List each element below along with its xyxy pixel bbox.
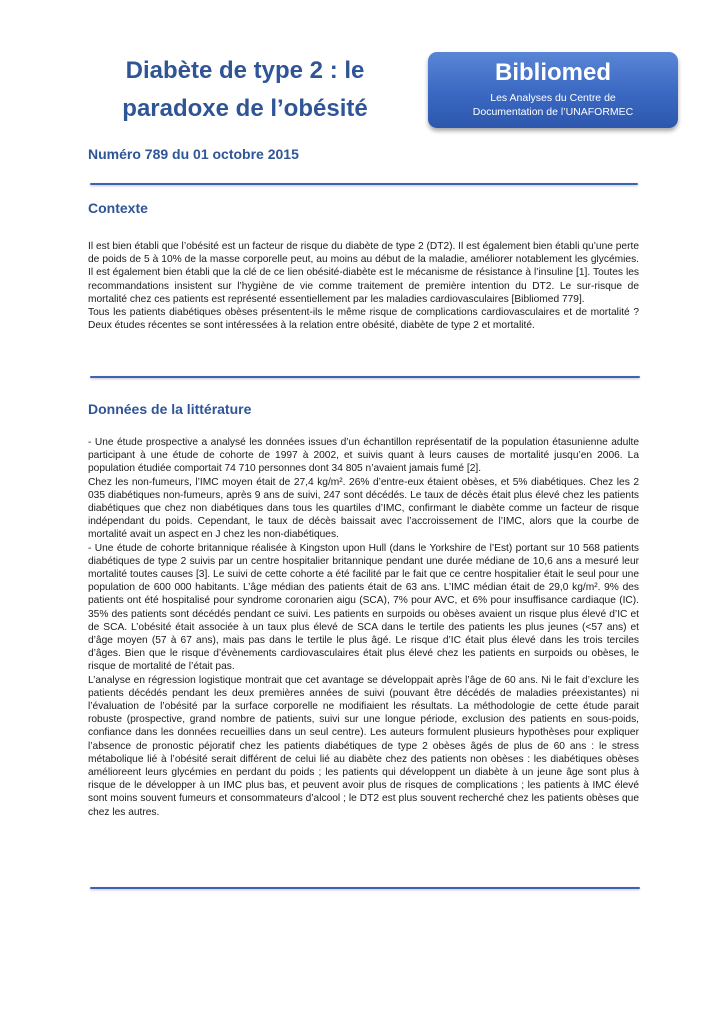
heading-litterature: Données de la littérature	[88, 401, 252, 417]
badge-subtitle	[428, 91, 678, 119]
paragraph: Il est bien établi que l’obésité est un facteur de risque du diabète de type 2 (DT2). Il est également bien établi qu’une perte de poids de 5 à 10% de la masse corporelle peut, au moins au début de la maladie, améliorer notablement les glycémies. Il est également bien établi que la clé de ce lien obésité-diabète est le mécanisme de résistance à l’insuline [1]. Toutes les recommandations insistent sur l’hygiène de vie comme traitement de première intention du DT2. Le sur-risque de mortalité chez ces patients est représenté essentiellement par les maladies cardiovasculaires [Bibliomed 779].	[88, 241, 639, 305]
paragraph: L’analyse en régression logistique montrait que cet avantage se développait après l’âge de 60 ans. Ni le fait d’exclure les patients décédés pendant les deux premières années de suivi (pouvant être décédés de maladies préexistantes) ni l’évaluation de l’obésité par la surface corporelle ne modifiaient les résultats. La méthodologie de cette étude parait robuste (prospective, grand nombre de patients, suivi sur une longue période, exclusion des patients en sous-poids, confiance dans les données recueillies dans un seul centre). Les auteurs formulent plusieurs hypothèses pour expliquer l’absence de pronostic péjoratif chez les patients diabétiques de type 2 obèses âgés de plus de 60 ans : le stress métabolique lié à l’obésité serait différent de celui lié au diabète chez des patients non obèses : les diabétiques obèses amélioreent leurs glycémies en perdant du poids ; les patients qui développent un diabète à un jeune âge sont plus à risque de le développer à un IMC plus bas, et peuvent avoir plus de risques de complications ; les patients à IMC élevé sont moins souvent fumeurs et consommateurs d’alcool ; le DT2 est plus souvent recherché chez les patients obèses que chez les autres.	[88, 674, 639, 818]
issue-number: Numéro 789 du 01 octobre 2015	[88, 146, 299, 162]
divider	[90, 376, 640, 378]
divider	[90, 183, 638, 185]
badge-title: Bibliomed	[494, 59, 611, 86]
section-litterature-body	[88, 436, 639, 819]
paragraph: Tous les patients diabétiques obèses présentent-ils le même risque de complications cardiovasculaires et de mortalité ? Deux études récentes se sont intéressées à la relation entre obésité, diabète de type 2 et mortalité.	[88, 307, 639, 332]
divider	[90, 887, 640, 889]
badge-subtitle-line-2: Documentation de l’UNAFORMEC	[472, 106, 634, 118]
badge-subtitle-line-1: Les Analyses du Centre de	[490, 92, 616, 104]
paragraph: Chez les non-fumeurs, l’IMC moyen était de 27,4 kg/m². 26% d’entre-eux étaient obèses, et 5% diabétiques. Chez les 2 035 diabétiques non-fumeurs, après 9 ans de suivi, 247 sont décédés. Le taux de décès était plus élevé chez les patients diabétiques que chez non diabétiques dans tous les quartiles d’IMC, confirmant le diabète comme un facteur de risque indépendant du poids. Cependant, le taux de décès baissait avec l’accroissement de l’IMC, alors que la courbe de mortalité avait un aspect en J chez les non-diabétiques.	[88, 476, 639, 541]
paragraph: - Une étude de cohorte britannique réalisée à Kingston upon Hull (dans le Yorkshire de l’Est) portant sur 10 568 patients diabétiques de type 2 suivis par un centre hospitalier britannique pendant une durée médiane de 10,6 ans a mesuré leur mortalité toutes causes [3]. Le suivi de cette cohorte a été facilité par le fait que ce centre hospitalier était le seul pour une population de 600 000 habitants. L’âge médian des patients était de 63 ans. L’IMC médian était de 29,0 kg/m². 9% des patients ont été hospitalisé pour syndrome coronarien aigu (SCA), 7% pour AVC, et 6% pour insuffisance cardiaque (IC). 35% des patients sont décédés pendant ce suivi. Les patients en surpoids ou obèses avaient un risque plus élevé d’IC et de SCA. L’obésité était associée à un taux plus élevé de SCA dans le tertile des patients les plus jeunes (<57 ans) et d’âge moyen (57 à 67 ans), mais pas dans le tertile le plus âgé. Le risque d’IC était plus élevé dans les trois terciles d’âges. Bien que le risque d’évènements cardiovasculaires était plus élevé chez les patients en surpoids ou obèses, le risque de mortalité de l’était pas.	[88, 542, 639, 673]
bibliomed-badge	[428, 52, 678, 128]
document-title	[100, 52, 390, 128]
paragraph: - Une étude prospective a analysé les données issues d’un échantillon représentatif de la population étasunienne adulte participant à une étude de cohorte de 1997 à 2002, et suivis quant à leurs causes de mortalité jusqu’en 2006. La population étudiée comportait 74 710 personnes dont 34 805 n’avaient jamais fumé [2].	[88, 437, 639, 475]
section-contexte-body	[88, 240, 639, 332]
title-line-1: Diabète de type 2 : le	[125, 57, 365, 84]
heading-contexte: Contexte	[88, 200, 148, 216]
title-line-2: paradoxe de l’obésité	[122, 95, 368, 122]
